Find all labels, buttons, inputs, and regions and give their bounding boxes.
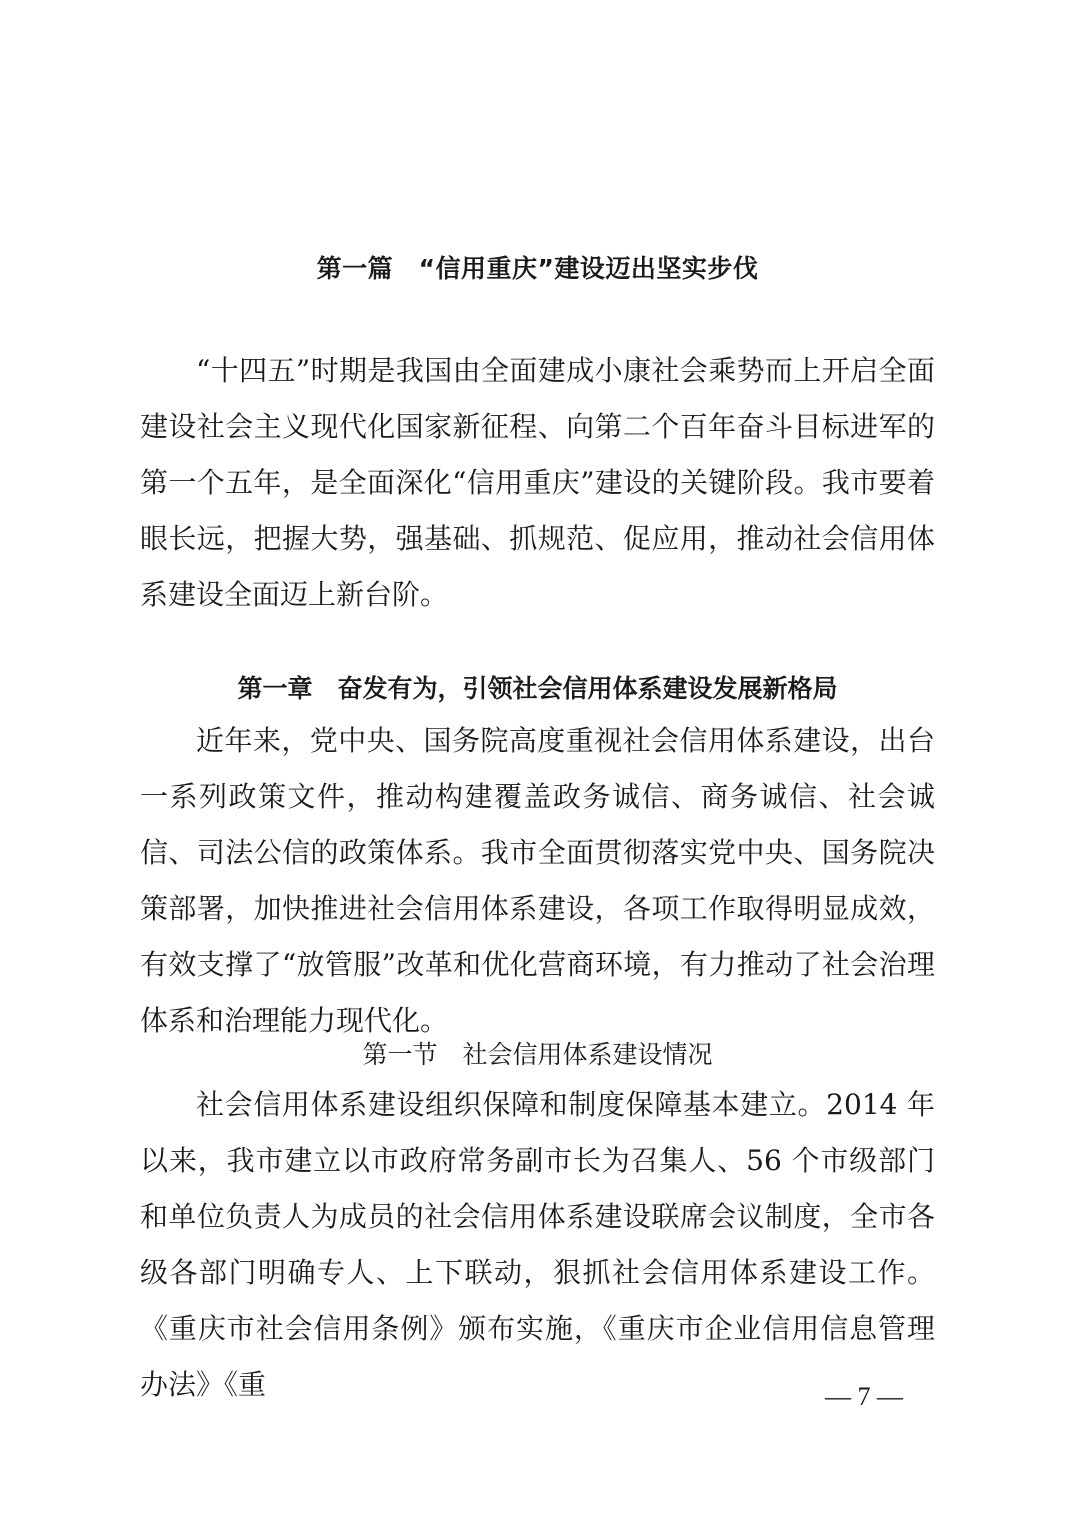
paragraph-section-body: 社会信用体系建设组织保障和制度保障基本建立。2014 年以来，我市建立以市政府常务副市长为召集人、56 个市级部门和单位负责人为成员的社会信用体系建设联席会议制度，全市各级各部门明确专人、上下联动，狠抓社会信用体系建设工作。《重庆市社会信用条例》颁布实施，《重庆市企业信用信息管理办法》《重 (140, 1088, 935, 1401)
paragraph-chapter-intro: 近年来，党中央、国务院高度重视社会信用体系建设，出台一系列政策文件，推动构建覆盖政务诚信、商务诚信、社会诚信、司法公信的政策体系。我市全面贯彻落实党中央、国务院决策部署，加快推进社会信用体系建设，各项工作取得明显成效，有效支撑了“放管服”改革和优化营商环境，有力推动了社会治理体系和治理能力现代化。 (140, 724, 935, 1037)
section-title: 第一节 社会信用体系建设情况 (362, 1040, 713, 1069)
chapter-title: 第一章 奋发有为，引领社会信用体系建设发展新格局 (237, 674, 838, 703)
part-title: 第一篇 “信用重庆”建设迈出坚实步伐 (316, 254, 759, 283)
paragraph-intro: “十四五”时期是我国由全面建成小康社会乘势而上开启全面建设社会主义现代化国家新征程、向第二个百年奋斗目标进军的第一个五年，是全面深化“信用重庆”建设的关键阶段。我市要着眼长远，把握大势，强基础、抓规范、促应用，推动社会信用体系建设全面迈上新台阶。 (140, 354, 935, 611)
page-number: — 7 — (825, 1382, 903, 1411)
